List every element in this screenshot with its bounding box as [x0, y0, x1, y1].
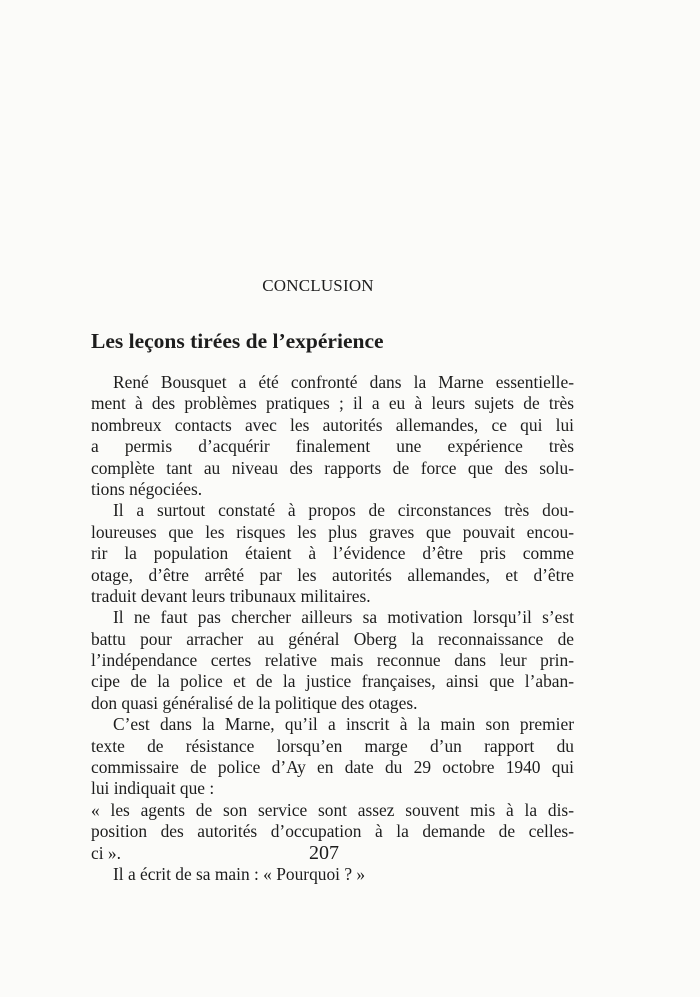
text-line: battu pour arracher au général Oberg la reconnaissance de: [91, 628, 574, 649]
text-line: C’est dans la Marne, qu’il a inscrit à la main son premier: [113, 714, 574, 735]
body-text: [91, 372, 574, 885]
text-line: texte de résistance lorsqu’en marge d’un rapport du: [91, 735, 574, 756]
text-line: l’indépendance certes relative mais reconnue dans leur prin-: [91, 650, 574, 671]
text-line: Il ne faut pas chercher ailleurs sa motivation lorsqu’il s’est: [113, 607, 574, 628]
text-line: a permis d’acquérir finalement une expérience très: [91, 436, 574, 457]
paragraph: [91, 607, 574, 714]
page-number: 207: [309, 842, 339, 864]
text-line: commissaire de police d’Ay en date du 29 octobre 1940 qui: [91, 757, 574, 778]
text-line: lui indiquait que :: [91, 778, 215, 799]
paragraph: [91, 372, 574, 500]
text-line: ci ».: [91, 842, 121, 863]
paragraph: [91, 714, 574, 800]
text-line: nombreux contacts avec les autorités allemandes, ce qui lui: [91, 414, 574, 435]
text-line: don quasi généralisé de la politique des otages.: [91, 692, 418, 713]
paragraph: [91, 864, 574, 885]
text-line: tions négociées.: [91, 478, 203, 499]
text-line: loureuses que les risques les plus graves que pouvait encou-: [91, 521, 574, 542]
text-line: cipe de la police et de la justice françaises, ainsi que l’aban-: [91, 671, 574, 692]
text-line: rir la population étaient à l’évidence d’être pris comme: [91, 543, 574, 564]
text-line: complète tant au niveau des rapports de force que des solu-: [91, 457, 574, 478]
text-line: Il a surtout constaté à propos de circonstances très dou-: [113, 500, 574, 521]
text-line: otage, d’être arrêté par les autorités allemandes, et d’être: [91, 564, 574, 585]
text-line: « les agents de son service sont assez souvent mis à la dis-: [91, 799, 574, 820]
text-line: traduit devant leurs tribunaux militaires.: [91, 585, 371, 606]
text-line: position des autorités d’occupation à la demande de celles-: [91, 821, 574, 842]
text-line: Il a écrit de sa main : « Pourquoi ? »: [113, 863, 366, 884]
chapter-heading: CONCLUSION: [262, 276, 374, 295]
text-line: ment à des problèmes pratiques ; il a eu à leurs sujets de très: [91, 393, 574, 414]
paragraph: [91, 500, 574, 607]
section-title: Les leçons tirées de l’expérience: [91, 329, 384, 353]
text-line: René Bousquet a été confronté dans la Marne essentielle-: [113, 372, 574, 392]
